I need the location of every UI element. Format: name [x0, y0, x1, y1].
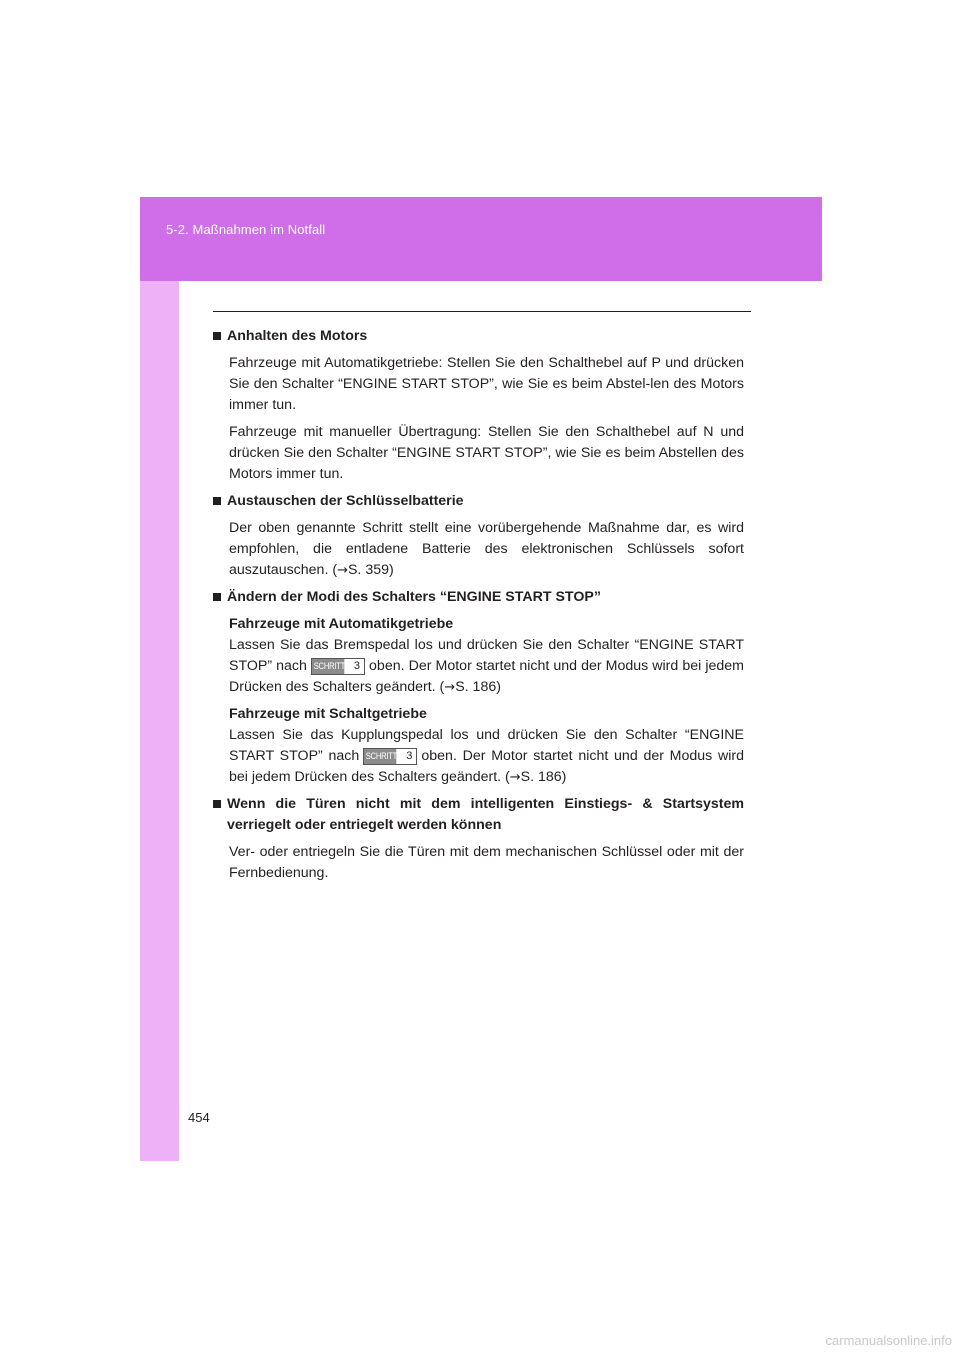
- section-doors: [213, 794, 744, 884]
- page-number: 454: [188, 1110, 210, 1125]
- paragraph: Fahrzeuge mit Automatikgetriebe Lassen Sie das Bremspedal los und drücken Sie den Schalter “ENGINE START STOP” nach SCHRITT 3 oben. Der Motor startet nicht und der Modus wird bei jedem Drücken des Schalters geändert. (→S. 186): [229, 616, 744, 695]
- arrow-right-icon: →: [444, 680, 456, 695]
- square-bullet-icon: [213, 800, 221, 808]
- step-badge: SCHRITT 3: [311, 658, 365, 675]
- page-reference[interactable]: S. 186): [520, 769, 567, 785]
- paragraph: Fahrzeuge mit manueller Übertragung: Stellen Sie den Schalthebel auf N und drücken Sie den Schalter “ENGINE START STOP”, wie Sie es beim Abstellen des Motors immer tun.: [229, 424, 744, 482]
- subheading: Fahrzeuge mit Schaltgetriebe: [229, 706, 427, 722]
- subheading: Fahrzeuge mit Automatikgetriebe: [229, 616, 454, 632]
- paragraph: Fahrzeuge mit Schaltgetriebe Lassen Sie das Kupplungspedal los und drücken Sie den Schalter “ENGINE START STOP” nach SCHRITT 3 oben. Der Motor startet nicht und der Modus wird bei jedem Drücken des Schalters geändert. (→S. 186): [229, 706, 744, 785]
- step-badge: SCHRITT 3: [363, 748, 417, 765]
- section-title: Wenn die Türen nicht mit dem intelligenten Einstiegs- & Startsystem verriegelt oder entriegelt werden können: [227, 796, 744, 833]
- section-key-battery: [213, 491, 744, 581]
- page-content: [213, 326, 744, 890]
- header-band: [140, 197, 822, 281]
- paragraph: Der oben genannte Schritt stellt eine vorübergehende Maßnahme dar, es wird empfohlen, die entladene Batterie des elektronischen Schlüssels sofort auszutauschen. (→S. 359): [229, 520, 744, 578]
- section-label: 5-2. Maßnahmen im Notfall: [166, 222, 326, 237]
- paragraph: Ver- oder entriegeln Sie die Türen mit dem mechanischen Schlüssel oder mit der Fernbedienung.: [229, 844, 744, 881]
- section-title: Ändern der Modi des Schalters “ENGINE START STOP”: [227, 589, 601, 605]
- section-title: Anhalten des Motors: [227, 328, 368, 344]
- page-reference[interactable]: S. 186): [455, 679, 501, 695]
- watermark: carmanualsonline.info: [825, 1333, 952, 1348]
- section-stopping-engine: [213, 326, 744, 485]
- section-title: Austauschen der Schlüsselbatterie: [227, 493, 464, 509]
- square-bullet-icon: [213, 593, 221, 601]
- arrow-right-icon: →: [337, 563, 348, 578]
- square-bullet-icon: [213, 497, 221, 505]
- section-switch-modes: [213, 587, 744, 788]
- page-reference[interactable]: S. 359): [347, 562, 394, 578]
- divider-rule: [213, 311, 751, 312]
- arrow-right-icon: →: [509, 770, 521, 785]
- side-strip: [140, 281, 179, 1161]
- paragraph: Fahrzeuge mit Automatikgetriebe: Stellen Sie den Schalthebel auf P und drücken Sie den Schalter “ENGINE START STOP”, wie Sie es beim Abstel-len des Motors immer tun.: [229, 355, 744, 413]
- square-bullet-icon: [213, 332, 221, 340]
